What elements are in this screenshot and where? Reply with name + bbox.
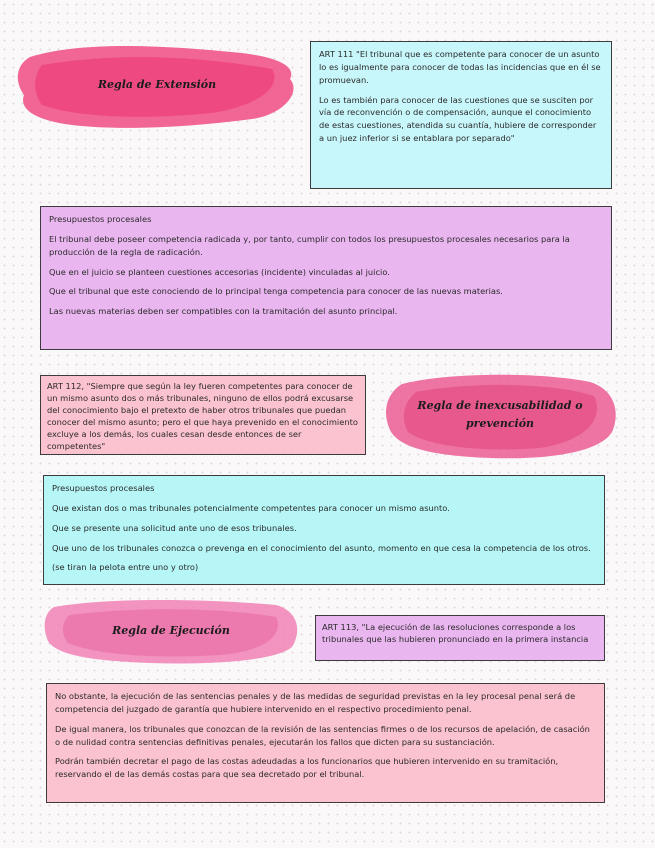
art-113-text: ART 113, "La ejecución de las resoluciones corresponde a los tribunales que las hubieren pronunciado en la primera instancia <box>322 622 589 645</box>
art-111-text-cont: Lo es también para conocer de las cuestiones que se susciten por vía de reconvención o de compensación, aunque el conocimiento de estas cuestiones, atendida su cuantía, hubiere de corresponder a un juez inferior si se entablara por separado" <box>319 94 597 144</box>
extension-presupuestos-title: Presupuestos procesales <box>49 214 152 224</box>
extension-title-brush <box>12 35 302 135</box>
art-111-box <box>310 41 612 189</box>
prevencion-presupuesto-item: Que existan dos o mas tribunales potencialmente competentes para conocer un mismo asunto. <box>52 502 450 513</box>
art-112-text: ART 112, "Siempre que según la ley fueren competentes para conocer de un mismo asunto dos o más tribunales, ninguno de ellos podrá excusarse del conocimiento bajo el pretexto de haber otros tribunales que puedan conocer del mismo asunto; pero el que haya prevenido en el conocimiento excluye a los demás, los cuales cesan desde entonces de ser competentes" <box>47 381 358 452</box>
prevencion-title-brush <box>380 366 620 464</box>
prevencion-presupuesto-item: Que uno de los tribunales conozca o prevenga en el conocimiento del asunto, momento en que cesa la competencia de los otros. <box>52 542 591 553</box>
extension-presupuesto-item: Que en el juicio se planteen cuestiones accesorias (incidente) vinculadas al juicio. <box>49 266 390 277</box>
extension-presupuesto-item: Las nuevas materias deben ser compatibles con la tramitación del asunto principal. <box>49 306 398 317</box>
ejecucion-paragraphs-box <box>46 683 605 803</box>
prevencion-presupuesto-item: (se tiran la pelota entre uno y otro) <box>52 562 199 573</box>
extension-presupuestos-box <box>40 206 612 350</box>
art-111-text: ART 111 "El tribunal que es competente para conocer de un asunto lo es igualmente para conocer de todas las incidencias que en él se promuevan. <box>319 49 601 85</box>
extension-title: Regla de Extensión <box>97 78 217 92</box>
prevencion-presupuestos-box <box>43 475 605 585</box>
prevencion-presupuesto-item: Que se presente una solicitud ante uno de esos tribunales. <box>52 522 297 533</box>
ejecucion-paragraph: De igual manera, los tribunales que conozcan de la revisión de las sentencias firmes o de los recursos de apelación, de casación o de nulidad contra sentencias definitivas penales, ejecutarán los fallos que dicten para su sustanciación. <box>55 723 590 747</box>
extension-presupuesto-item: El tribunal debe poseer competencia radicada y, por tanto, cumplir con todos los presupuestos procesales necesarios para la producción de la regla de radicación. <box>49 233 570 257</box>
ejecucion-title: Regla de Ejecución <box>112 624 230 638</box>
extension-presupuesto-item: Que el tribunal que este conociendo de lo principal tenga competencia para conocer de las nuevas materias. <box>49 286 503 297</box>
ejecucion-paragraph: Podrán también decretar el pago de las costas adeudadas a los funcionarios que hubieren intervenido en su tramitación, reservando el de las demás costas para que sea decretado por el tribunal. <box>55 756 559 780</box>
ejecucion-title-brush <box>40 595 302 667</box>
prevencion-title: Regla de inexcusabilidad o prevención <box>417 399 583 430</box>
art-113-box <box>315 615 605 661</box>
ejecucion-paragraph: No obstante, la ejecución de las sentencias penales y de las medidas de seguridad previstas en la ley procesal penal será de competencia del juzgado de garantía que hubiere intervenido en el respectivo procedimiento penal. <box>55 691 576 714</box>
art-112-box <box>40 375 366 455</box>
prevencion-presupuestos-title: Presupuestos procesales <box>52 483 155 493</box>
